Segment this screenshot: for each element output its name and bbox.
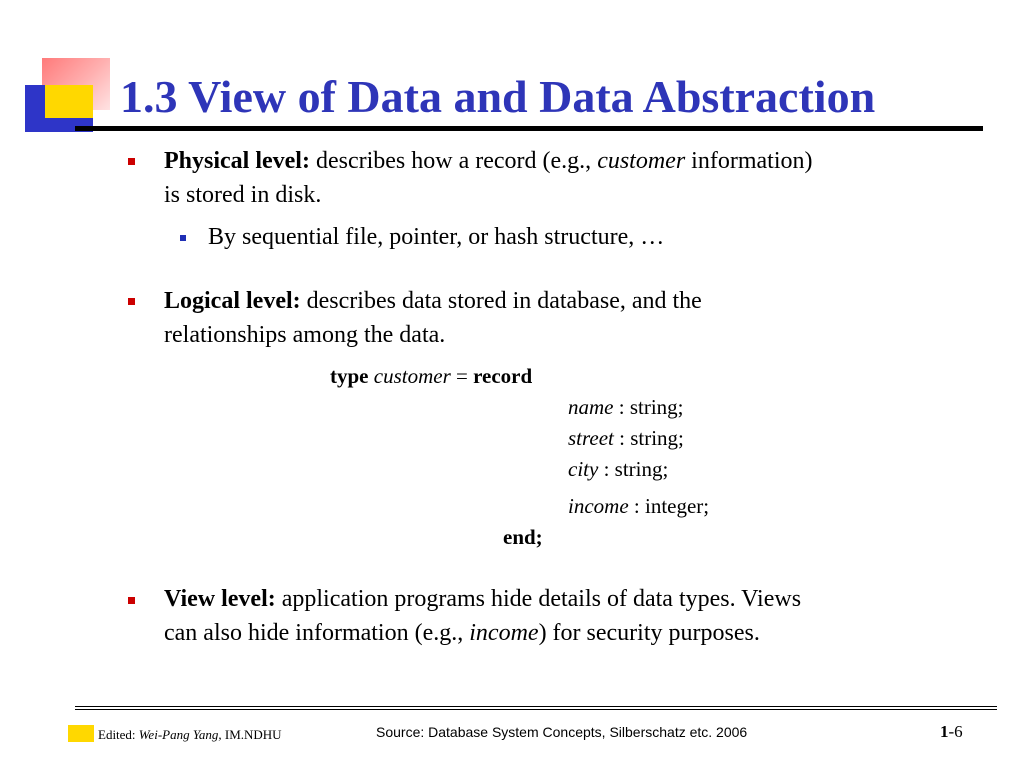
title-underline — [75, 126, 983, 131]
slide-title: 1.3 View of Data and Data Abstraction — [120, 71, 876, 122]
logical-level-line1 — [164, 284, 702, 318]
sub-bullet-icon — [180, 235, 186, 241]
physical-level-subpoint: By sequential file, pointer, or hash structure, … — [208, 224, 665, 250]
view-level-text-b: ) for security purposes. — [538, 620, 760, 646]
footer-source: Source: Database System Concepts, Silberschatz etc. 2006 — [376, 724, 748, 740]
code-field-type: : string; — [598, 457, 669, 481]
physical-level-text: describes how a record (e.g., — [309, 148, 598, 174]
physical-level-text-b: information) — [685, 148, 813, 174]
code-field-row — [568, 491, 709, 521]
code-field-row — [568, 423, 684, 453]
view-level-text: application programs hide details of data types. Views — [275, 586, 802, 612]
logical-level-line2: relationships among the data. — [164, 322, 446, 348]
code-type-name: customer — [373, 364, 451, 388]
bullet-icon — [128, 298, 135, 305]
code-field-name: income — [568, 494, 629, 518]
code-end-line — [503, 522, 543, 552]
code-field-row — [568, 392, 684, 422]
footer-author: Wei-Pang Yang, — [138, 727, 222, 742]
view-level-label: View level: — [164, 586, 276, 612]
footer-editor — [98, 727, 282, 743]
physical-level-label: Physical level: — [164, 148, 310, 174]
physical-level-line2: is stored in disk. — [164, 182, 322, 208]
code-field-name: street — [568, 426, 614, 450]
view-level-line1 — [164, 582, 801, 616]
code-field-row — [568, 454, 668, 484]
code-field-type: : integer; — [628, 494, 710, 518]
bullet-icon — [128, 597, 135, 604]
footer-edited-label: Edited: — [98, 727, 139, 742]
code-keyword-record: record — [473, 364, 533, 388]
page-number-chapter: 1 — [940, 722, 949, 741]
footer-rule — [75, 706, 997, 707]
page-number — [940, 722, 963, 742]
bullet-icon — [128, 158, 135, 165]
footer-rule — [75, 709, 997, 710]
code-field-type: : string; — [613, 395, 684, 419]
physical-level-emph: customer — [597, 148, 686, 174]
code-field-type: : string; — [613, 426, 684, 450]
view-level-emph: income — [469, 620, 539, 646]
code-equals: = — [450, 364, 474, 388]
logical-level-text: describes data stored in database, and the — [300, 288, 702, 314]
footer-org: IM.NDHU — [221, 727, 282, 742]
physical-level-line1 — [164, 144, 812, 178]
code-type-line — [330, 361, 532, 391]
logical-level-label: Logical level: — [164, 288, 301, 314]
view-level-line2 — [164, 616, 760, 650]
code-keyword-type: type — [330, 364, 369, 388]
code-field-name: city — [568, 457, 599, 481]
footer-logo-square — [68, 725, 94, 742]
code-field-name: name — [568, 395, 614, 419]
logo-square-yellow — [45, 85, 93, 118]
code-keyword-end: end; — [503, 525, 543, 549]
page-number-slide: -6 — [948, 722, 963, 741]
view-level-text-a: can also hide information (e.g., — [164, 620, 470, 646]
